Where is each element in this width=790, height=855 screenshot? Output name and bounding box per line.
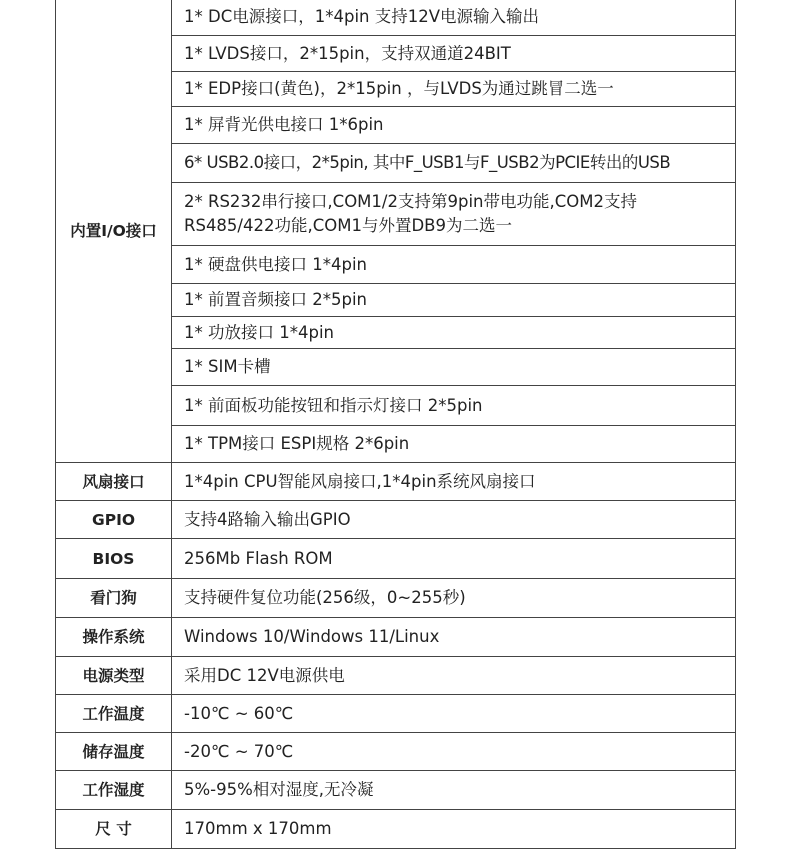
row-value: 1*4pin CPU智能风扇接口,1*4pin系统风扇接口 (172, 463, 736, 501)
table-row (56, 695, 736, 733)
table-row (56, 657, 736, 695)
io-item: 2* RS232串行接口,COM1/2支持第9pin带电功能,COM2支持RS485/422功能,COM1与外置DB9为二选一 (172, 183, 736, 246)
table-row (56, 771, 736, 810)
row-value: 5%-95%相对湿度,无冷凝 (172, 771, 736, 810)
table-row (56, 618, 736, 657)
table-row (56, 463, 736, 501)
row-value: -10℃ ~ 60℃ (172, 695, 736, 733)
row-label: 电源类型 (56, 657, 172, 695)
table-row (56, 539, 736, 579)
row-label: 风扇接口 (56, 463, 172, 501)
row-value: 170mm x 170mm (172, 810, 736, 849)
row-value: Windows 10/Windows 11/Linux (172, 618, 736, 657)
row-label: 工作温度 (56, 695, 172, 733)
table-row (56, 733, 736, 771)
row-label: GPIO (56, 501, 172, 539)
row-value: -20℃ ~ 70℃ (172, 733, 736, 771)
row-label: 尺 寸 (56, 810, 172, 849)
table-row (56, 501, 736, 539)
table-row (56, 810, 736, 849)
io-item: 1* LVDS接口，2*15pin，支持双通道24BIT (172, 36, 736, 72)
row-value: 256Mb Flash ROM (172, 539, 736, 579)
spec-table (55, 0, 736, 849)
row-label-io: 内置I/O接口 (56, 0, 172, 463)
row-label: 操作系统 (56, 618, 172, 657)
io-item: 6* USB2.0接口，2*5pin, 其中F_USB1与F_USB2为PCIE转出的USB (172, 144, 736, 183)
table-row (56, 0, 736, 36)
io-item: 1* SIM卡槽 (172, 349, 736, 386)
io-item: 1* 硬盘供电接口 1*4pin (172, 246, 736, 284)
row-value: 采用DC 12V电源供电 (172, 657, 736, 695)
row-label: 工作湿度 (56, 771, 172, 810)
row-value: 支持4路输入输出GPIO (172, 501, 736, 539)
row-value: 支持硬件复位功能(256级，0~255秒) (172, 579, 736, 618)
io-item: 1* 功放接口 1*4pin (172, 317, 736, 349)
io-item: 1* EDP接口(黄色)，2*15pin ，与LVDS为通过跳冒二选一 (172, 72, 736, 107)
row-label: 储存温度 (56, 733, 172, 771)
io-item: 1* DC电源接口，1*4pin 支持12V电源输入输出 (172, 0, 736, 36)
table-row (56, 579, 736, 618)
io-item: 1* 前面板功能按钮和指示灯接口 2*5pin (172, 386, 736, 426)
row-label: 看门狗 (56, 579, 172, 618)
io-item: 1* 前置音频接口 2*5pin (172, 284, 736, 317)
io-item: 1* TPM接口 ESPI规格 2*6pin (172, 426, 736, 463)
row-label: BIOS (56, 539, 172, 579)
io-item: 1* 屏背光供电接口 1*6pin (172, 107, 736, 144)
